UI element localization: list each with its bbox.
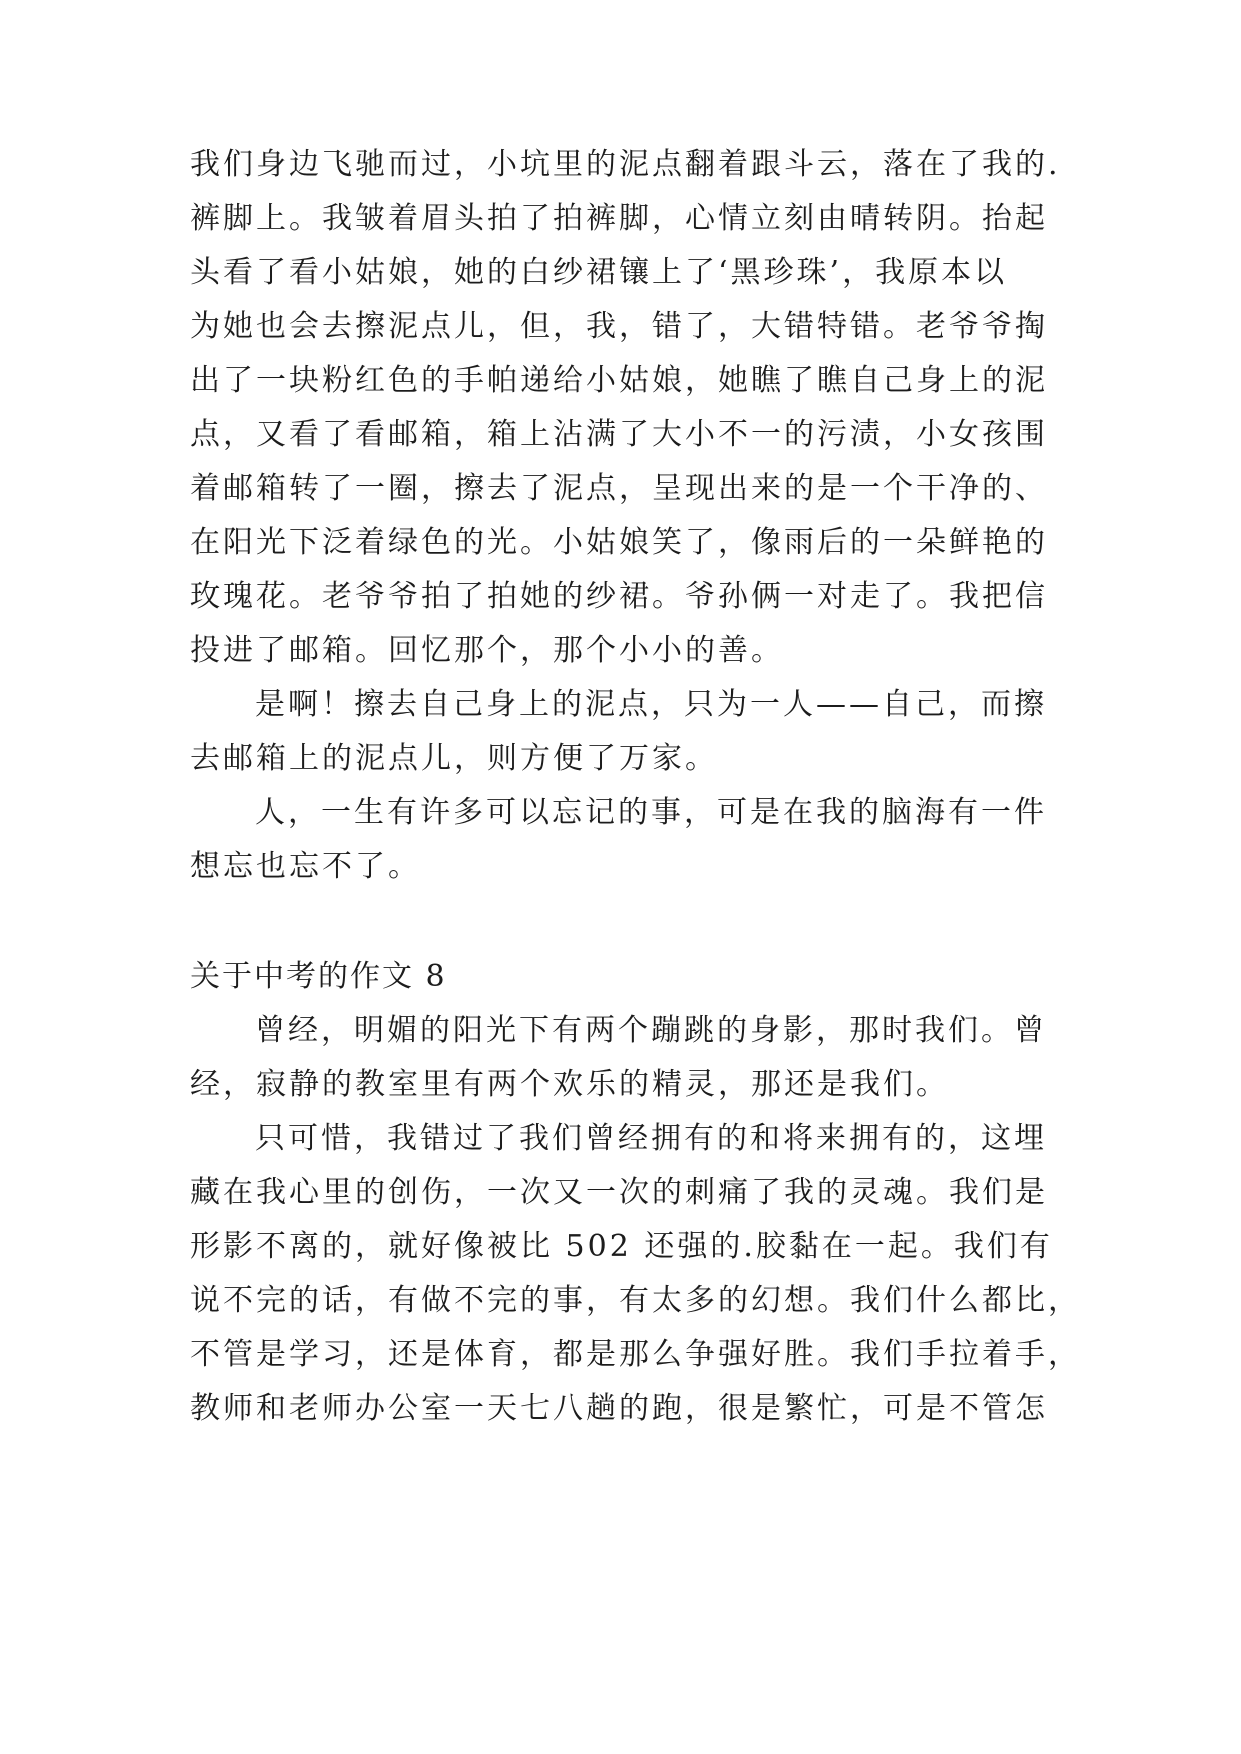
paragraph-start-line: 人，一生有许多可以忘记的事，可是在我的脑海有一件 <box>255 795 1047 830</box>
text-line: 想忘也忘不了。 <box>190 849 421 884</box>
text-line: 头看了看小姑娘，她的白纱裙镶上了‘黑珍珠’，我原本以 <box>190 255 1008 290</box>
text-line: 出了一块粉红色的手帕递给小姑娘，她瞧了瞧自己身上的泥 <box>190 363 1048 398</box>
text-line: 裤脚上。我皱着眉头拍了拍裤脚，心情立刻由晴转阴。抬起 <box>190 201 1048 236</box>
text-line: 教师和老师办公室一天七八趟的跑，很是繁忙，可是不管怎 <box>190 1391 1048 1426</box>
text-line: 玫瑰花。老爷爷拍了拍她的纱裙。爷孙俩一对走了。我把信 <box>190 579 1048 614</box>
text-line: 在阳光下泛着绿色的光。小姑娘笑了，像雨后的一朵鲜艳的 <box>190 525 1048 560</box>
paragraph-start-line: 是啊！擦去自己身上的泥点，只为一人——自己，而擦 <box>255 687 1047 722</box>
text-line: 投进了邮箱。回忆那个，那个小小的善。 <box>190 633 784 668</box>
text-line: 经，寂静的教室里有两个欢乐的精灵，那还是我们。 <box>190 1067 949 1102</box>
section-heading: 关于中考的作文 8 <box>190 959 447 994</box>
text-line: 着邮箱转了一圈，擦去了泥点，呈现出来的是一个干净的、 <box>190 471 1048 506</box>
text-line: 不管是学习，还是体育，都是那么争强好胜。我们手拉着手， <box>190 1337 1081 1372</box>
paragraph-start-line: 曾经，明媚的阳光下有两个蹦跳的身影，那时我们。曾 <box>255 1013 1047 1048</box>
text-line: 去邮箱上的泥点儿，则方便了万家。 <box>190 741 718 776</box>
text-line: 我们身边飞驰而过，小坑里的泥点翻着跟斗云，落在了我的. <box>190 147 1061 182</box>
text-line: 点，又看了看邮箱，箱上沾满了大小不一的污渍，小女孩围 <box>190 417 1048 452</box>
text-line: 藏在我心里的创伤，一次又一次的刺痛了我的灵魂。我们是 <box>190 1175 1048 1210</box>
paragraph-start-line: 只可惜，我错过了我们曾经拥有的和将来拥有的，这埋 <box>255 1121 1047 1156</box>
text-line: 形影不离的，就好像被比 502 还强的.胶黏在一起。我们有 <box>190 1229 1053 1264</box>
text-line: 说不完的话，有做不完的事，有太多的幻想。我们什么都比， <box>190 1283 1081 1318</box>
text-line: 为她也会去擦泥点儿，但，我，错了，大错特错。老爷爷掏 <box>190 309 1048 344</box>
